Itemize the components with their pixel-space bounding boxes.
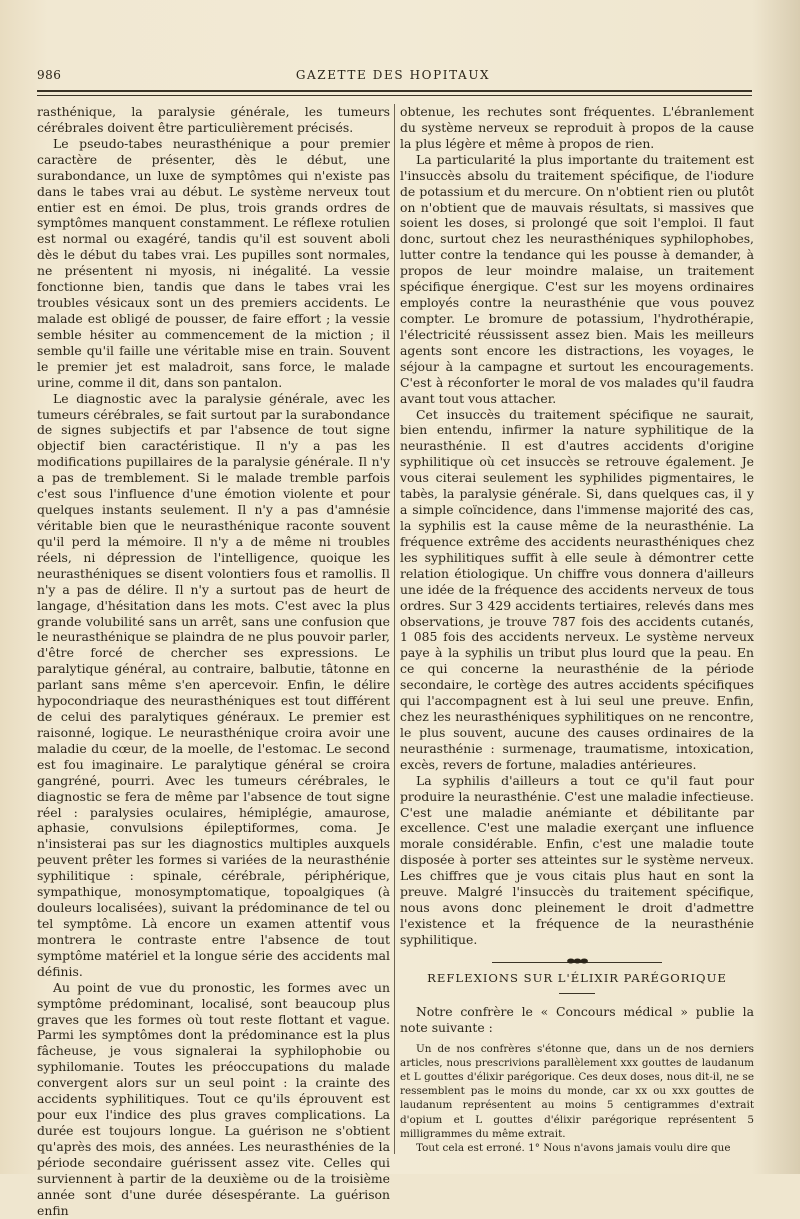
right-paragraph: obtenue, les rechutes sont fréquentes. L'ébranlement du système nerveux se reproduit à propos de la cause la plus légère et même à propos de rien. [400,104,754,151]
closing-paragraph: Tout cela est erroné. 1° Nous n'avons jamais voulu dire que [416,1142,731,1155]
right-paragraph: La syphilis d'ailleurs a tout ce qu'il faut pour produire la neurasthénie. C'est une maladie infectieuse. C'est une maladie anémiante et débilitante par excellence. C'est une maladie exerçant une influence morale considérable. Enfin, c'est une maladie toute disposée à porter ses atteintes sur le système nerveux. Les chiffres que je vous citais plus haut en sont la preuve. Malgré l'insuccès du traitement spécifique, nous avons donc pleinement le droit d'admettre l'existence et la fréquence de la neurasthénie syphilitique. [400,772,754,947]
left-paragraph: rasthénique, la paralysie générale, les tumeurs cérébrales doivent être particulièrement précisés. [37,104,390,135]
header-rule-thick [37,90,752,92]
left-paragraph: Au point de vue du pronostic, les formes avec un symptôme prédominant, localisé, sont beaucoup plus graves que les formes où tout reste flottant et vague. Parmi les symptômes dont la prédominance est la plus fâcheuse, je vous signalerai la syphilophobie ou syphilomanie. Toutes les préoccupations du malade convergent alors sur un seul point : la crainte des accidents syphilitiques. Tout ce qu'ils éprouvent est pour eux l'indice des plus graves complications. La durée est toujours longue. La guérison ne s'obtient qu'après des mois, des années. Les neurasthénies de la période secondaire guérissent assez vite. Celles qui surviennent à partir de la deuxième ou de la troisième année sont d'une durée désespérante. La guérison enfin [37,979,390,1218]
title-underline [559,993,595,994]
section-title: REFLEXIONS SUR L'ÉLIXIR PARÉGORIQUE [427,970,727,985]
right-paragraph: Cet insuccès du traitement spécifique ne saurait, bien entendu, infirmer la nature syphilitique de la neurasthénie. Il est d'autres accidents d'origine syphilitique où cet insuccès se retrouve également. Je vous citerai seulement les syphilides pigmentaires, le tabès, la paralysie générale. Si, dans quelques cas, il y a simple coïncidence, dans l'immense majorité des cas, la syphilis est la cause même de la neurasthénie. La fréquence extrême des accidents neurasthéniques chez les syphilitiques suffit à elle seule à démontrer cette relation étiologique. Un chiffre vous donnera d'ailleurs une idée de la fréquence des accidents nerveux de tous ordres. Sur 3 429 accidents tertiaires, relevés dans mes observations, je trouve 787 fois des accidents cutanés, 1 085 fois des accidents nerveux. Le système nerveux paye à la syphilis un tribut plus lourd que la peau. En ce qui concerne la neurasthénie de la période secondaire, le cortège des autres accidents spécifiques qui l'accompagnent est à lui seul une preuve. Enfin, chez les neurasthéniques syphilitiques on ne rencontre, le plus souvent, aucune des causes ordinaires de la neurasthénie : surmenage, traumatisme, intoxication, excès, revers de fortune, maladies antérieures. [400,406,754,772]
column-divider [394,104,395,1154]
section-intro: Notre confrère le « Concours médical » publie la note suivante : [400,1003,754,1035]
right-column [400,104,754,1164]
separator-ornament: ⬬⬬⬬ [566,956,588,967]
right-paragraph: La particularité la plus importante du traitement est l'insuccès absolu du traitement spécifique, de l'iodure de potassium et du mercure. On n'obtient rien ou plutôt on n'obtient que de mauvais résultats, si massives que soient les doses, si prolongé que soit l'emploi. Il faut donc, surtout chez les neurasthéniques syphilophobes, lutter contre la tendance qui les pousse à demander, à propos de leur moindre malaise, un traitement spécifique énergique. C'est sur les moyens ordinaires employés contre la neurasthénie que vous pouvez compter. Le bromure de potassium, l'hydrothérapie, l'électricité réussissent assez bien. Mais les meilleurs agents sont encore les distractions, les voyages, le séjour à la campagne et surtout les encouragements. C'est à réconforter le moral de vos malades qu'il faudra avant tout vous attacher. [400,151,754,406]
section-separator [492,956,662,967]
page-number: 986 [37,68,62,82]
page-header [37,68,749,86]
left-column [37,104,390,1218]
quoted-note: Un de nos confrères s'étonne que, dans un de nos derniers articles, nous prescrivions parallèlement xxx gouttes de laudanum et L gouttes d'élixir parégorique. Ces deux doses, nous dit-il, ne se ressemblent pas le moins du monde, car xx ou xxx gouttes de laudanum représentent au moins 5 centigrammes d'extrait d'opium et L gouttes d'élixir parégorique représentent 5 milligrammes du même extrait. [400,1042,754,1140]
left-paragraph: Le pseudo-tabes neurasthénique a pour premier caractère de présenter, dès le début, une surabondance, un luxe de symptômes qui n'existe pas dans le tabes vrai au début. Le système nerveux tout entier est en émoi. De plus, trois grands ordres de symptômes manquent constamment. Le réflexe rotulien est normal ou exagéré, tandis qu'il est souvent aboli dès le début du tabes vrai. Les pupilles sont normales, ne présentent ni myosis, ni inégalité. La vessie fonctionne bien, tandis que dans le tabes vrai les troubles vésicaux sont un des premiers accidents. Le malade est obligé de pousser, de faire effort ; la vessie semble hésiter au commencement de la miction ; il semble qu'il faille une véritable mise en train. Souvent le premier jet est maladroit, sans force, le malade urine, comme il dit, dans son pantalon. [37,135,390,390]
left-paragraph: Le diagnostic avec la paralysie générale, avec les tumeurs cérébrales, se fait surtout par la surabondance de signes subjectifs et par l'absence de tout signe objectif bien caractéristique. Il n'y a pas les modifications pupillaires de la paralysie générale. Il n'y a pas de tremblement. Si le malade tremble parfois c'est sous l'influence d'une émotion violente et pour quelques instants seulement. Il n'y a pas d'amnésie véritable bien que le neurasthénique raconte souvent qu'il perd la mémoire. Il n'y a de même ni troubles réels, ni dépression de l'intelligence, quoique les neurasthéniques se disent volontiers fous et ramollis. Il n'y a pas de délire. Il n'y a surtout pas de heurt de langage, d'hésitation dans les mots. C'est avec la plus grande volubilité sans un arrêt, sans une confusion que le neurasthénique se plaindra de ne plus pouvoir parler, d'être forcé de chercher ses expressions. Le paralytique général, au contraire, balbutie, tâtonne en parlant sans même s'en apercevoir. Enfin, le délire hypocondriaque des neurasthéniques est tout différent de celui des paralytiques généraux. Le premier est raisonné, logique. Le neurasthénique croira avoir une maladie du cœur, de la moelle, de l'estomac. Le second est fou imaginaire. Le paralytique général se croira gangréné, pourri. Avec les tumeurs cérébrales, le diagnostic se fera de même par l'absence de tout signe réel : paralysies oculaires, hémiplégie, amaurose, aphasie, convulsions épileptiformes, coma. Je n'insisterai pas sur les diagnostics multiples auxquels peuvent prêter les formes si variées de la neurasthénie syphilitique : spinale, cérébrale, périphérique, sympathique, monosymptomatique, topoalgiques (à douleurs localisées), suivant la prédominance de tel ou tel symptôme. Là encore un examen attentif vous montrera le contraste entre l'absence de tout symptôme matériel et la longue série des accidents mal définis. [37,390,390,979]
running-title: GAZETTE DES HOPITAUX [295,68,491,82]
header-rule-thin [37,95,752,96]
